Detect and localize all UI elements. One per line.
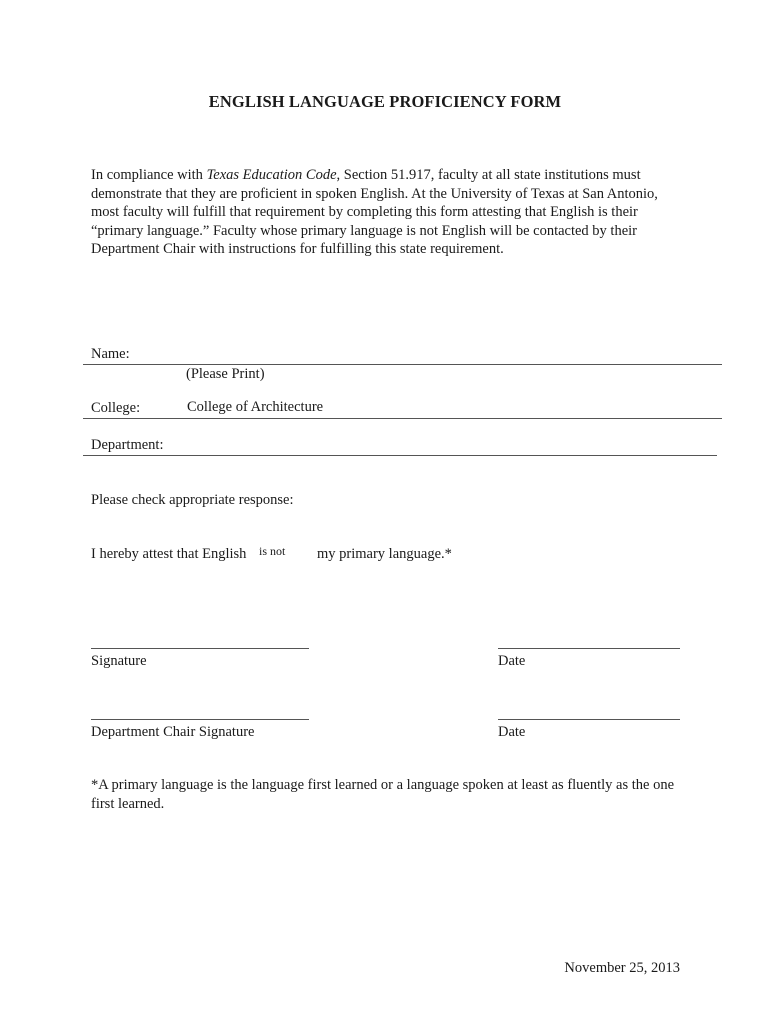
department-field-line — [83, 455, 717, 456]
college-label: College: — [91, 400, 141, 416]
intro-paragraph — [91, 166, 681, 259]
signature-date-line — [498, 648, 680, 649]
attest-choice-field[interactable]: is not — [259, 544, 286, 558]
name-print-hint: (Please Print) — [186, 366, 265, 382]
attest-text-start: I hereby attest that English — [91, 546, 247, 562]
footer-date: November 25, 2013 — [564, 960, 680, 976]
signature-date-label: Date — [498, 653, 526, 669]
intro-text-rest: , Section 51.917, faculty at all state institutions must demonstrate that they are proficient in spoken English. At the University of Texas at San Antonio, most faculty will fulfill that requirement by completing this form attesting that English is their “primary language.” Faculty whose primary language is not English will be contacted by their Department Chair with instructions for fulfilling this state requirement. — [91, 167, 658, 257]
college-value[interactable]: College of Architecture — [187, 399, 324, 415]
intro-text-start: In compliance with — [91, 167, 207, 183]
department-label: Department: — [91, 437, 164, 453]
college-field-line — [83, 418, 722, 419]
chair-date-line — [498, 719, 680, 720]
signature-line — [91, 648, 309, 649]
chair-signature-label: Department Chair Signature — [91, 724, 255, 740]
check-prompt: Please check appropriate response: — [91, 492, 294, 508]
name-field-line — [83, 364, 722, 365]
signature-label: Signature — [91, 653, 147, 669]
primary-language-footnote: *A primary language is the language first learned or a language spoken at least as fluently as the one first learned. — [91, 777, 675, 812]
name-label: Name: — [91, 346, 130, 362]
education-code-name: Texas Education Code — [206, 167, 337, 183]
chair-signature-line — [91, 719, 309, 720]
form-title: ENGLISH LANGUAGE PROFICIENCY FORM — [208, 92, 562, 111]
attest-text-end: my primary language.* — [317, 546, 452, 562]
chair-date-label: Date — [498, 724, 526, 740]
